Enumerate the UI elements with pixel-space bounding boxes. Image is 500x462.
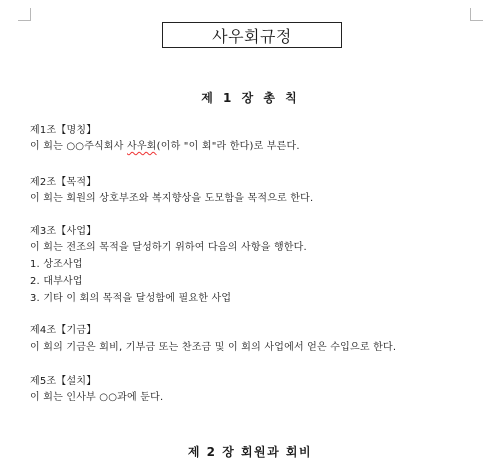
article-1-text: 이 회는 ○○주식회사 사우회(이하 "이 회"라 한다)로 부른다. — [30, 141, 300, 152]
article-3-item-2: 2. 대부사업 — [30, 276, 83, 287]
article-3-text: 이 회는 전조의 목적을 달성하기 위하여 다음의 사항을 행한다. — [30, 242, 307, 253]
chapter-1-heading: 제 1 장 총 칙 — [201, 91, 299, 105]
article-5-text: 이 회는 인사부 ○○과에 둔다. — [30, 392, 164, 403]
article-1-heading: 제1조【명칭】 — [30, 125, 97, 136]
article-4-text: 이 회의 기금은 회비, 기부금 또는 찬조금 및 이 회의 사업에서 얻은 수입으로 한다. — [30, 342, 397, 353]
article-3-item-1: 1. 상조사업 — [30, 259, 83, 270]
article-4-heading: 제4조【기금】 — [30, 325, 97, 336]
article-5-heading: 제5조【설치】 — [30, 376, 97, 387]
crop-mark-top-right — [470, 8, 483, 21]
crop-mark-top-left — [18, 8, 31, 21]
spellcheck-underline: 사우회 — [127, 141, 157, 152]
article-2-heading: 제2조【목적】 — [30, 177, 97, 188]
chapter-2-heading: 제 2 장 회원과 회비 — [187, 445, 313, 459]
article-3-heading: 제3조【사업】 — [30, 226, 97, 237]
article-3-item-3: 3. 기타 이 회의 목적을 달성함에 필요한 사업 — [30, 293, 232, 304]
article-2-text: 이 회는 회원의 상호부조와 복지향상을 도모함을 목적으로 한다. — [30, 193, 314, 204]
document-title: 사우회규정 — [162, 22, 342, 48]
